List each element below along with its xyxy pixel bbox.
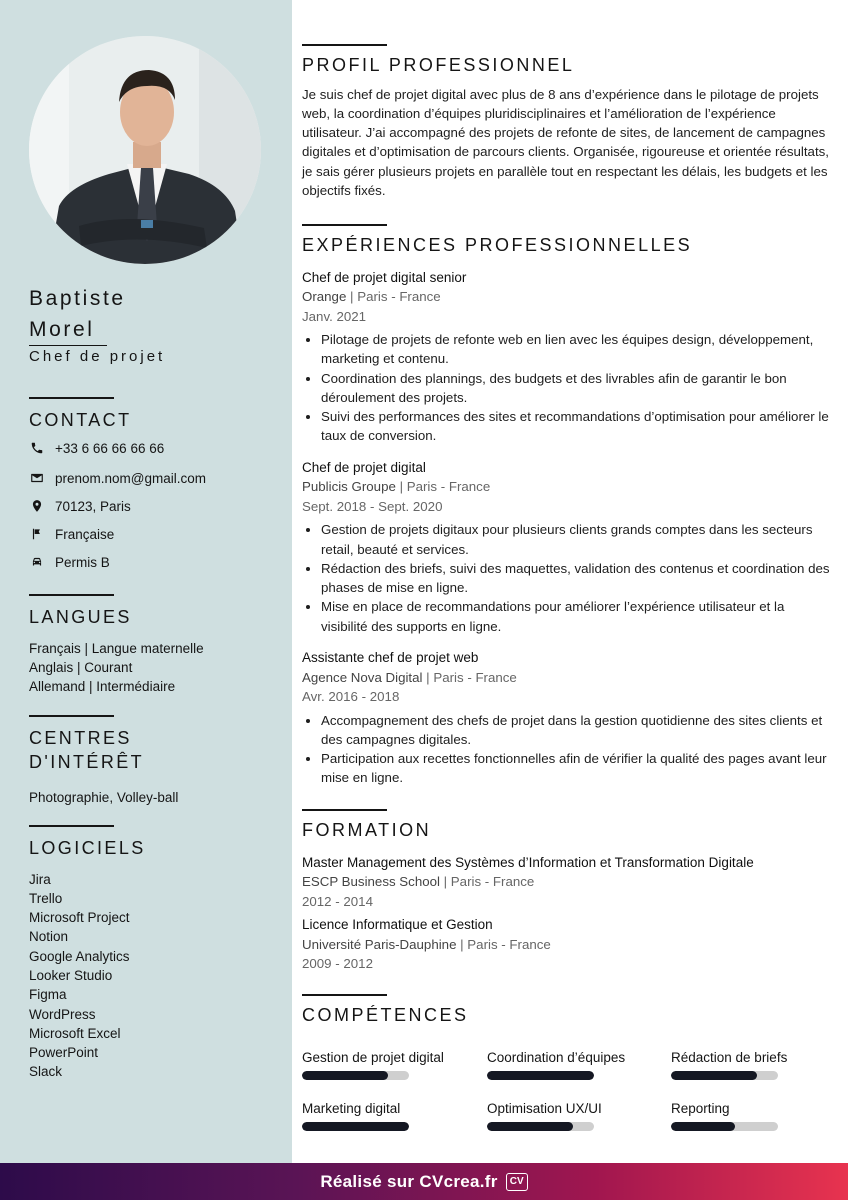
skill-label: Optimisation UX/UI xyxy=(487,1101,602,1116)
languages-list xyxy=(29,639,269,697)
job-date: Sept. 2018 - Sept. 2020 xyxy=(302,498,443,514)
skill-item xyxy=(302,1100,472,1131)
skills-title: COMPÉTENCES xyxy=(302,1004,469,1025)
job-bullet: Mise en place de recommandations pour améliorer l’expérience utilisateur et la visibilité des supports en ligne. xyxy=(302,597,832,636)
job-company: Publicis Groupe xyxy=(302,479,396,495)
section-divider xyxy=(302,224,387,226)
job-entry xyxy=(302,268,832,446)
skill-bar-fill xyxy=(302,1071,388,1080)
profile-photo xyxy=(29,36,261,264)
skill-bar xyxy=(487,1071,594,1080)
skill-label: Reporting xyxy=(671,1101,730,1116)
software-item: Figma xyxy=(29,987,67,1003)
contact-section xyxy=(29,397,269,432)
job-bullet: Rédaction des briefs, suivi des maquettes, validation des contenus et coordination des phases de mise en ligne. xyxy=(302,559,832,598)
phone-icon xyxy=(29,440,45,456)
software-list xyxy=(29,870,269,1082)
candidate-name xyxy=(29,283,126,346)
education-entry xyxy=(302,915,832,974)
contact-phone[interactable] xyxy=(29,438,164,458)
skill-item xyxy=(487,1049,657,1080)
job-location: | Paris - France xyxy=(346,289,441,304)
software-item: PowerPoint xyxy=(29,1045,99,1061)
sidebar xyxy=(0,0,292,1163)
car-icon xyxy=(29,554,45,570)
education-entry xyxy=(302,853,832,912)
first-name: Baptiste xyxy=(29,287,126,310)
job-company-line xyxy=(302,668,832,688)
job-title: Assistante chef de projet web xyxy=(302,650,479,666)
degree-title: Licence Informatique et Gestion xyxy=(302,917,493,932)
job-company: Agence Nova Digital xyxy=(302,669,423,685)
profile-title: PROFIL PROFESSIONNEL xyxy=(302,54,575,75)
software-item: Slack xyxy=(29,1064,63,1080)
software-item: Trello xyxy=(29,890,63,906)
job-bullet: Pilotage de projets de refonte web en lien avec les équipes design, développement, marketing et contenu. xyxy=(302,330,832,369)
contact-email-text: prenom.nom@gmail.com xyxy=(55,470,207,486)
last-name: Morel xyxy=(29,314,107,346)
section-divider xyxy=(29,715,114,717)
skill-bar-fill xyxy=(302,1122,409,1131)
job-role: Chef de projet xyxy=(29,348,166,365)
school-line xyxy=(302,935,832,955)
school-line xyxy=(302,872,832,892)
skill-label: Coordination d’équipes xyxy=(487,1050,626,1065)
job-entry xyxy=(302,458,832,636)
job-bullet: Gestion de projets digitaux pour plusieurs clients grands comptes dans les secteurs retail, beauté et services. xyxy=(302,520,832,559)
degree-title: Master Management des Systèmes d’Information et Transformation Digitale xyxy=(302,854,754,870)
skill-label: Marketing digital xyxy=(302,1101,401,1116)
education-date: 2012 - 2014 xyxy=(302,893,373,909)
job-title: Chef de projet digital senior xyxy=(302,269,467,285)
skills-section xyxy=(302,994,832,1026)
school-name: ESCP Business School xyxy=(302,874,440,889)
interests-text: Photographie, Volley-ball xyxy=(29,789,179,805)
language-item: Allemand | Intermédiaire xyxy=(29,679,176,695)
school-location: | Paris - France xyxy=(456,936,551,952)
contact-phone-text: +33 6 66 66 66 66 xyxy=(55,440,165,456)
skill-label: Rédaction de briefs xyxy=(671,1050,788,1065)
language-item: Français | Langue maternelle xyxy=(29,640,204,656)
job-company: Orange xyxy=(302,289,347,304)
software-title: LOGICIELS xyxy=(29,837,146,858)
job-bullet: Suivi des performances des sites et recommandations d’optimisation pour améliorer le taux de conversion. xyxy=(302,407,832,446)
languages-section xyxy=(29,594,269,696)
skill-item xyxy=(671,1049,841,1080)
cvcrea-logo-icon: CV xyxy=(506,1173,528,1191)
footer-banner[interactable] xyxy=(0,1163,848,1200)
job-company-line xyxy=(302,287,832,307)
skill-bar-fill xyxy=(671,1122,735,1131)
job-bullets xyxy=(302,711,832,788)
software-item: Google Analytics xyxy=(29,948,130,964)
contact-nationality-text: Française xyxy=(55,526,115,542)
skill-bar xyxy=(671,1122,778,1131)
interests-title xyxy=(29,726,269,774)
interests-title-line1: CENTRES xyxy=(29,727,132,748)
footer-text[interactable]: Réalisé sur CVcrea.fr xyxy=(320,1171,498,1191)
school-name: Université Paris-Dauphine xyxy=(302,936,457,952)
job-title: Chef de projet digital xyxy=(302,459,426,475)
contact-email[interactable] xyxy=(29,468,206,488)
contact-address xyxy=(29,496,131,516)
contact-address-text: 70123, Paris xyxy=(55,498,131,514)
job-date: Janv. 2021 xyxy=(302,308,367,324)
job-bullet: Accompagnement des chefs de projet dans la gestion quotidienne des sites clients et des campagnes digitales. xyxy=(302,711,832,750)
job-bullet: Coordination des plannings, des budgets et des livrables afin de garantir le bon déroulement des projets. xyxy=(302,369,832,408)
job-entry xyxy=(302,648,832,788)
skill-bar-fill xyxy=(671,1071,757,1080)
software-item: Notion xyxy=(29,929,69,945)
education-title: FORMATION xyxy=(302,819,432,840)
skill-bar xyxy=(671,1071,778,1080)
section-divider xyxy=(302,44,387,46)
software-item: Looker Studio xyxy=(29,967,113,983)
profile-section xyxy=(302,44,832,200)
flag-icon xyxy=(29,526,45,542)
contact-license-text: Permis B xyxy=(55,554,110,570)
job-bullets xyxy=(302,330,832,446)
skill-bar-fill xyxy=(487,1071,594,1080)
skill-bar xyxy=(302,1071,409,1080)
language-item: Anglais | Courant xyxy=(29,659,133,675)
skill-item xyxy=(487,1100,657,1131)
experience-title: EXPÉRIENCES PROFESSIONNELLES xyxy=(302,234,693,255)
languages-title: LANGUES xyxy=(29,606,132,627)
interests-title-line2: D'INTÉRÊT xyxy=(29,751,145,772)
section-divider xyxy=(302,809,387,811)
section-divider xyxy=(29,594,114,596)
software-item: Microsoft Excel xyxy=(29,1025,121,1041)
location-pin-icon xyxy=(29,498,45,514)
job-company-line xyxy=(302,477,832,497)
contact-nationality xyxy=(29,524,114,544)
skill-label: Gestion de projet digital xyxy=(302,1050,444,1065)
skill-item xyxy=(302,1049,472,1080)
skill-bar xyxy=(487,1122,594,1131)
skill-bar-fill xyxy=(487,1122,573,1131)
skill-bar xyxy=(302,1122,409,1131)
school-location: | Paris - France xyxy=(439,874,535,889)
section-divider xyxy=(29,397,114,399)
skill-item xyxy=(671,1100,841,1131)
job-date: Avr. 2016 - 2018 xyxy=(302,689,400,705)
software-item: WordPress xyxy=(29,1006,96,1022)
section-divider xyxy=(29,825,114,827)
software-item: Jira xyxy=(29,871,51,887)
education-date: 2009 - 2012 xyxy=(302,956,373,971)
contact-license xyxy=(29,552,110,572)
profile-text: Je suis chef de projet digital avec plus de 8 ans d’expérience dans le pilotage de projets web, la coordination d’équipes pluridisciplinaires et l’amélioration de l’expérience utilisateur. J’ai accompagné des projets de refonte de sites, de lancement de campagnes digitales et d’optimisation de parcours clients. Organisée, rigoureuse et orientée résultats, je sais gérer plusieurs projets en parallèle tout en respectant les délais, les budgets et les objectifs fixés. xyxy=(302,86,829,198)
software-item: Microsoft Project xyxy=(29,910,130,926)
software-section xyxy=(29,825,269,1082)
section-divider xyxy=(302,994,387,996)
interests-section xyxy=(29,715,269,807)
job-location: | Paris - France xyxy=(395,479,491,495)
education-section xyxy=(302,809,832,974)
job-location: | Paris - France xyxy=(422,669,517,685)
job-bullet: Participation aux recettes fonctionnelles afin de vérifier la qualité des pages avant leur mise en ligne. xyxy=(302,749,832,788)
profile-photo-illustration xyxy=(29,36,261,264)
job-bullets xyxy=(302,520,832,636)
email-icon xyxy=(29,470,45,486)
contact-title: CONTACT xyxy=(29,409,132,430)
experience-section xyxy=(302,224,832,788)
